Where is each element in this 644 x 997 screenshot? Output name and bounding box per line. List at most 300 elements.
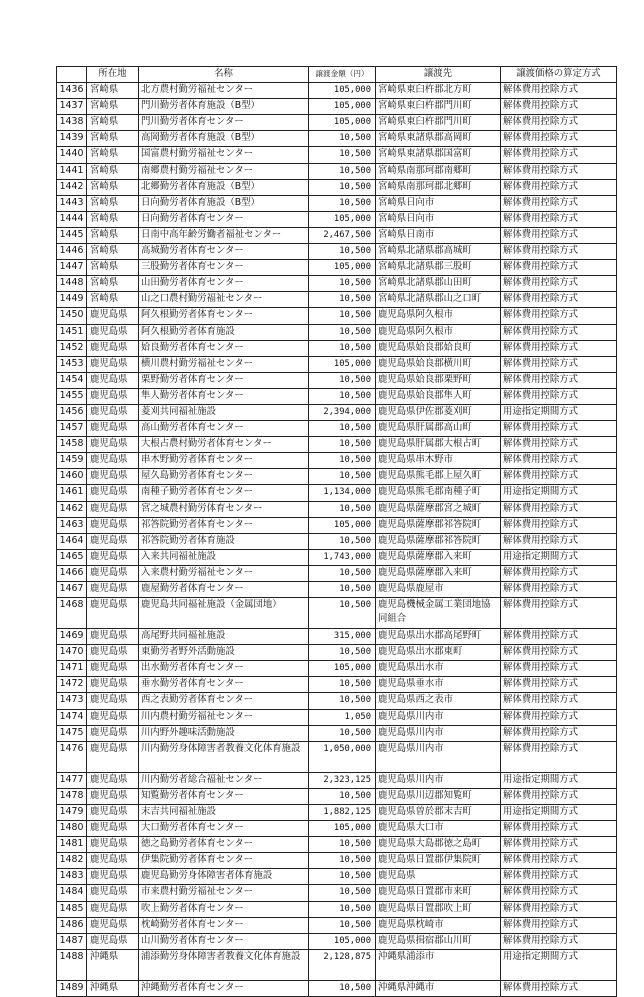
row-amount: 10,500: [309, 469, 376, 485]
row-method: 解体費用控除方式: [501, 163, 617, 179]
table-row: [57, 437, 617, 453]
row-method: 解体費用控除方式: [501, 469, 617, 485]
row-recipient: 鹿児島県姶良郡隼人町: [376, 388, 501, 404]
table-row: [57, 741, 617, 772]
row-number: 1468: [57, 598, 87, 629]
row-name: 高岡勤労者体育施設（B型）: [139, 131, 309, 147]
row-name: 鹿屋勤労者体育センター: [139, 582, 309, 598]
row-recipient: 鹿児島機械金属工業団地協同組合: [376, 598, 501, 629]
row-amount: 10,500: [309, 837, 376, 853]
row-name: 末吉共同福祉施設: [139, 804, 309, 820]
row-name: 吹上勤労者体育センター: [139, 901, 309, 917]
table-row: [57, 421, 617, 437]
row-location: 鹿児島県: [87, 372, 139, 388]
row-name: 川内農村勤労福祉センター: [139, 709, 309, 725]
row-number: 1462: [57, 501, 87, 517]
row-number: 1487: [57, 933, 87, 949]
row-recipient: 宮崎県東臼杵郡門川町: [376, 99, 501, 115]
row-location: 鹿児島県: [87, 885, 139, 901]
row-name: 日向勤労者体育施設（B型）: [139, 195, 309, 211]
row-location: 鹿児島県: [87, 645, 139, 661]
row-recipient: 鹿児島県阿久根市: [376, 308, 501, 324]
row-number: 1473: [57, 693, 87, 709]
row-location: 鹿児島県: [87, 598, 139, 629]
row-number: 1450: [57, 308, 87, 324]
row-recipient: 宮崎県北諸県郡山田町: [376, 276, 501, 292]
table-row: [57, 260, 617, 276]
row-amount: 10,500: [309, 179, 376, 195]
row-recipient: 宮崎県日向市: [376, 211, 501, 227]
table-row: [57, 869, 617, 885]
row-number: 1437: [57, 99, 87, 115]
row-number: 1467: [57, 582, 87, 598]
row-location: 鹿児島県: [87, 788, 139, 804]
row-recipient: 沖縄県沖縄市: [376, 980, 501, 996]
row-recipient: 鹿児島県薩摩郡入来町: [376, 549, 501, 565]
row-number: 1439: [57, 131, 87, 147]
row-location: 宮崎県: [87, 292, 139, 308]
row-method: 解体費用控除方式: [501, 533, 617, 549]
row-name: 祁答院勤労者体育センター: [139, 517, 309, 533]
row-location: 宮崎県: [87, 179, 139, 195]
row-name: 山之口農村勤労福祉センター: [139, 292, 309, 308]
row-recipient: 鹿児島県阿久根市: [376, 324, 501, 340]
row-method: 解体費用控除方式: [501, 677, 617, 693]
row-recipient: 鹿児島県鹿屋市: [376, 582, 501, 598]
row-location: 鹿児島県: [87, 517, 139, 533]
row-recipient: 鹿児島県揖宿郡山川町: [376, 933, 501, 949]
row-name: 門川勤労者体育施設（B型）: [139, 99, 309, 115]
row-recipient: 鹿児島県川内市: [376, 709, 501, 725]
row-amount: 10,500: [309, 324, 376, 340]
table-row: [57, 582, 617, 598]
row-recipient: 鹿児島県肝属郡大根占町: [376, 437, 501, 453]
row-location: 鹿児島県: [87, 629, 139, 645]
table-row: [57, 99, 617, 115]
row-location: 鹿児島県: [87, 565, 139, 581]
row-amount: 105,000: [309, 933, 376, 949]
row-location: 鹿児島県: [87, 453, 139, 469]
row-number: 1455: [57, 388, 87, 404]
row-amount: 10,500: [309, 421, 376, 437]
row-location: 鹿児島県: [87, 533, 139, 549]
row-name: 鹿児島勤労身体障害者体育施設: [139, 869, 309, 885]
row-number: 1476: [57, 741, 87, 772]
row-name: 沖縄勤労者体育センター: [139, 980, 309, 996]
row-location: 宮崎県: [87, 131, 139, 147]
table-row: [57, 565, 617, 581]
row-number: 1436: [57, 83, 87, 99]
table-row: [57, 693, 617, 709]
row-method: 解体費用控除方式: [501, 99, 617, 115]
row-number: 1441: [57, 163, 87, 179]
row-number: 1464: [57, 533, 87, 549]
row-location: 鹿児島県: [87, 356, 139, 372]
table-row: [57, 485, 617, 501]
table-row: [57, 677, 617, 693]
row-amount: 10,500: [309, 195, 376, 211]
row-number: 1471: [57, 661, 87, 677]
row-recipient: 鹿児島県西之表市: [376, 693, 501, 709]
row-method: 解体費用控除方式: [501, 372, 617, 388]
row-method: 解体費用控除方式: [501, 565, 617, 581]
row-location: 宮崎県: [87, 276, 139, 292]
row-number: 1459: [57, 453, 87, 469]
row-name: 門川勤労者体育センター: [139, 115, 309, 131]
header-name: 名称: [139, 67, 309, 83]
row-location: 鹿児島県: [87, 469, 139, 485]
row-amount: 10,500: [309, 917, 376, 933]
table-row: [57, 645, 617, 661]
table-row: [57, 933, 617, 949]
document-page: [56, 66, 616, 997]
row-location: 宮崎県: [87, 227, 139, 243]
row-name: 西之表勤労者体育センター: [139, 693, 309, 709]
row-name: 串木野勤労者体育センター: [139, 453, 309, 469]
row-amount: 10,500: [309, 163, 376, 179]
row-number: 1460: [57, 469, 87, 485]
table-row: [57, 709, 617, 725]
table-row: [57, 211, 617, 227]
row-amount: 10,500: [309, 598, 376, 629]
row-method: 解体費用控除方式: [501, 453, 617, 469]
row-location: 鹿児島県: [87, 869, 139, 885]
row-location: 鹿児島県: [87, 821, 139, 837]
row-number: 1446: [57, 244, 87, 260]
row-amount: 10,500: [309, 885, 376, 901]
table-row: [57, 901, 617, 917]
table-row: [57, 147, 617, 163]
row-method: 解体費用控除方式: [501, 885, 617, 901]
table-row: [57, 179, 617, 195]
row-amount: 105,000: [309, 211, 376, 227]
row-method: 解体費用控除方式: [501, 179, 617, 195]
row-number: 1474: [57, 709, 87, 725]
row-method: 解体費用控除方式: [501, 244, 617, 260]
row-method: 解体費用控除方式: [501, 83, 617, 99]
row-name: 隼人勤労者体育センター: [139, 388, 309, 404]
table-row: [57, 788, 617, 804]
row-location: 宮崎県: [87, 99, 139, 115]
row-number: 1458: [57, 437, 87, 453]
table-row: [57, 453, 617, 469]
row-recipient: 鹿児島県串木野市: [376, 453, 501, 469]
row-recipient: 鹿児島県垂水市: [376, 677, 501, 693]
table-row: [57, 324, 617, 340]
row-name: 日南中高年齢労働者福祉センター: [139, 227, 309, 243]
row-number: 1480: [57, 821, 87, 837]
table-row: [57, 949, 617, 980]
row-amount: 10,500: [309, 276, 376, 292]
row-location: 鹿児島県: [87, 324, 139, 340]
row-amount: 10,500: [309, 388, 376, 404]
row-method: 解体費用控除方式: [501, 276, 617, 292]
table-row: [57, 340, 617, 356]
table-row: [57, 853, 617, 869]
row-recipient: 鹿児島県姶良郡横川町: [376, 356, 501, 372]
row-name: 横川農村勤労福祉センター: [139, 356, 309, 372]
table-row: [57, 404, 617, 420]
row-method: 解体費用控除方式: [501, 869, 617, 885]
row-location: 鹿児島県: [87, 901, 139, 917]
row-amount: 1,743,000: [309, 549, 376, 565]
row-name: 鹿児島共同福祉施設（金属団地）: [139, 598, 309, 629]
row-number: 1489: [57, 980, 87, 996]
row-amount: 105,000: [309, 517, 376, 533]
row-recipient: 宮崎県南那珂郡南郷町: [376, 163, 501, 179]
row-recipient: 鹿児島県熊毛郡南種子町: [376, 485, 501, 501]
row-method: 解体費用控除方式: [501, 388, 617, 404]
row-name: 市来農村勤労福祉センター: [139, 885, 309, 901]
header-method: 譲渡価格の算定方式: [501, 67, 617, 83]
row-location: 沖縄県: [87, 949, 139, 980]
row-location: 鹿児島県: [87, 340, 139, 356]
row-method: 解体費用控除方式: [501, 340, 617, 356]
row-number: 1438: [57, 115, 87, 131]
table-row: [57, 885, 617, 901]
row-method: 用途指定期間方式: [501, 549, 617, 565]
row-amount: 1,050: [309, 709, 376, 725]
row-location: 鹿児島県: [87, 308, 139, 324]
row-location: 宮崎県: [87, 147, 139, 163]
row-amount: 2,323,125: [309, 772, 376, 788]
row-recipient: 鹿児島県大口市: [376, 821, 501, 837]
row-number: 1482: [57, 853, 87, 869]
table-row: [57, 356, 617, 372]
row-location: 宮崎県: [87, 83, 139, 99]
row-recipient: 宮崎県日向市: [376, 195, 501, 211]
row-amount: 10,500: [309, 725, 376, 741]
row-method: 解体費用控除方式: [501, 308, 617, 324]
row-name: 東勤労者野外活動施設: [139, 645, 309, 661]
row-location: 宮崎県: [87, 211, 139, 227]
row-method: 解体費用控除方式: [501, 421, 617, 437]
row-amount: 10,500: [309, 853, 376, 869]
row-recipient: 鹿児島県出水市: [376, 661, 501, 677]
row-recipient: 鹿児島県川内市: [376, 772, 501, 788]
row-name: 栗野勤労者体育センター: [139, 372, 309, 388]
row-amount: 10,500: [309, 437, 376, 453]
row-location: 鹿児島県: [87, 693, 139, 709]
row-recipient: 宮崎県北諸県郡高城町: [376, 244, 501, 260]
table-row: [57, 772, 617, 788]
row-recipient: 宮崎県東臼杵郡門川町: [376, 115, 501, 131]
table-row: [57, 388, 617, 404]
row-amount: 10,500: [309, 501, 376, 517]
row-location: 鹿児島県: [87, 725, 139, 741]
row-method: 解体費用控除方式: [501, 837, 617, 853]
row-location: 鹿児島県: [87, 549, 139, 565]
row-recipient: 鹿児島県川内市: [376, 741, 501, 772]
row-method: 解体費用控除方式: [501, 147, 617, 163]
row-location: 宮崎県: [87, 115, 139, 131]
row-location: 鹿児島県: [87, 677, 139, 693]
table-row: [57, 598, 617, 629]
row-number: 1470: [57, 645, 87, 661]
row-method: 解体費用控除方式: [501, 437, 617, 453]
row-number: 1488: [57, 949, 87, 980]
row-amount: 10,500: [309, 788, 376, 804]
row-name: 山川勤労者体育センター: [139, 933, 309, 949]
row-number: 1483: [57, 869, 87, 885]
row-method: 解体費用控除方式: [501, 227, 617, 243]
row-recipient: 鹿児島県薩摩郡入来町: [376, 565, 501, 581]
row-name: 阿久根勤労者体育施設: [139, 324, 309, 340]
row-number: 1447: [57, 260, 87, 276]
row-recipient: 鹿児島県肝属郡高山町: [376, 421, 501, 437]
row-method: 用途指定期間方式: [501, 404, 617, 420]
row-name: 垂水勤労者体育センター: [139, 677, 309, 693]
row-recipient: 鹿児島県薩摩郡祁答院町: [376, 533, 501, 549]
row-number: 1444: [57, 211, 87, 227]
table-row: [57, 804, 617, 820]
table-row: [57, 244, 617, 260]
table-row: [57, 661, 617, 677]
row-method: 解体費用控除方式: [501, 709, 617, 725]
row-method: 用途指定期間方式: [501, 485, 617, 501]
row-name: 浦添勤労身体障害者教養文化体育施設: [139, 949, 309, 980]
row-number: 1477: [57, 772, 87, 788]
row-amount: 1,882,125: [309, 804, 376, 820]
row-recipient: 鹿児島県熊毛郡上屋久町: [376, 469, 501, 485]
row-method: 解体費用控除方式: [501, 517, 617, 533]
row-method: 解体費用控除方式: [501, 131, 617, 147]
row-method: 解体費用控除方式: [501, 260, 617, 276]
row-amount: 10,500: [309, 147, 376, 163]
row-number: 1452: [57, 340, 87, 356]
row-method: 解体費用控除方式: [501, 629, 617, 645]
row-location: 沖縄県: [87, 980, 139, 996]
row-method: 解体費用控除方式: [501, 741, 617, 772]
row-name: 阿久根勤労者体育センター: [139, 308, 309, 324]
header-recipient: 譲渡先: [376, 67, 501, 83]
row-number: 1448: [57, 276, 87, 292]
header-amount: 譲渡金額（円）: [309, 67, 376, 83]
table-row: [57, 115, 617, 131]
row-number: 1469: [57, 629, 87, 645]
row-amount: 1,134,000: [309, 485, 376, 501]
table-body: [57, 83, 617, 997]
row-recipient: 宮崎県東諸県郡国富町: [376, 147, 501, 163]
row-location: 鹿児島県: [87, 437, 139, 453]
row-number: 1478: [57, 788, 87, 804]
row-name: 北郷勤労者体育施設（B型）: [139, 179, 309, 195]
row-recipient: 鹿児島県姶良郡栗野町: [376, 372, 501, 388]
row-name: 大根占農村勤労者体育センター: [139, 437, 309, 453]
row-amount: 105,000: [309, 115, 376, 131]
row-amount: 105,000: [309, 260, 376, 276]
row-number: 1481: [57, 837, 87, 853]
row-method: 用途指定期間方式: [501, 772, 617, 788]
header-location: 所在地: [87, 67, 139, 83]
table-row: [57, 469, 617, 485]
row-name: 姶良勤労者体育センター: [139, 340, 309, 356]
row-name: 枕崎勤労者体育センター: [139, 917, 309, 933]
row-name: 高城勤労者体育センター: [139, 244, 309, 260]
row-amount: 10,500: [309, 372, 376, 388]
row-recipient: 鹿児島県日置郡吹上町: [376, 901, 501, 917]
row-recipient: 鹿児島県曽於郡末吉町: [376, 804, 501, 820]
table-row: [57, 163, 617, 179]
table-row: [57, 725, 617, 741]
header-number: [57, 67, 87, 83]
row-method: 解体費用控除方式: [501, 598, 617, 629]
row-recipient: 鹿児島県日置郡伊集院町: [376, 853, 501, 869]
row-amount: 2,128,875: [309, 949, 376, 980]
row-name: 入来農村勤労福祉センター: [139, 565, 309, 581]
row-number: 1442: [57, 179, 87, 195]
row-method: 解体費用控除方式: [501, 661, 617, 677]
row-number: 1475: [57, 725, 87, 741]
row-amount: 10,500: [309, 645, 376, 661]
table-row: [57, 276, 617, 292]
row-amount: 10,500: [309, 533, 376, 549]
row-method: 解体費用控除方式: [501, 356, 617, 372]
row-location: 宮崎県: [87, 244, 139, 260]
row-method: 解体費用控除方式: [501, 292, 617, 308]
row-name: 菱刈共同福祉施設: [139, 404, 309, 420]
row-number: 1456: [57, 404, 87, 420]
row-number: 1472: [57, 677, 87, 693]
table-row: [57, 308, 617, 324]
row-recipient: 宮崎県北諸県郡山之口町: [376, 292, 501, 308]
row-amount: 10,500: [309, 453, 376, 469]
row-amount: 10,500: [309, 677, 376, 693]
row-amount: 105,000: [309, 821, 376, 837]
row-location: 鹿児島県: [87, 772, 139, 788]
row-name: 宮之城農村勤労体育センター: [139, 501, 309, 517]
row-number: 1479: [57, 804, 87, 820]
row-amount: 10,500: [309, 244, 376, 260]
row-number: 1463: [57, 517, 87, 533]
row-name: 国富農村勤労福祉センター: [139, 147, 309, 163]
row-recipient: 宮崎県北諸県郡三股町: [376, 260, 501, 276]
row-name: 川内勤労身体障害者教養文化体育施設: [139, 741, 309, 772]
row-recipient: 沖縄県浦添市: [376, 949, 501, 980]
row-number: 1457: [57, 421, 87, 437]
row-name: 山田勤労者体育センター: [139, 276, 309, 292]
row-recipient: 鹿児島県出水郡東町: [376, 645, 501, 661]
table-row: [57, 372, 617, 388]
row-recipient: 宮崎県日南市: [376, 227, 501, 243]
row-amount: 10,500: [309, 131, 376, 147]
row-number: 1440: [57, 147, 87, 163]
row-amount: 105,000: [309, 99, 376, 115]
row-method: 解体費用控除方式: [501, 853, 617, 869]
row-number: 1451: [57, 324, 87, 340]
row-name: 高尾野共同福祉施設: [139, 629, 309, 645]
row-amount: 10,500: [309, 980, 376, 996]
row-name: 大口勤労者体育センター: [139, 821, 309, 837]
table-row: [57, 549, 617, 565]
row-name: 入来共同福祉施設: [139, 549, 309, 565]
row-number: 1443: [57, 195, 87, 211]
row-amount: 2,467,500: [309, 227, 376, 243]
row-number: 1445: [57, 227, 87, 243]
table-row: [57, 292, 617, 308]
row-name: 屋久島勤労者体育センター: [139, 469, 309, 485]
row-method: 解体費用控除方式: [501, 195, 617, 211]
row-method: 解体費用控除方式: [501, 917, 617, 933]
row-method: 解体費用控除方式: [501, 501, 617, 517]
row-recipient: 鹿児島県薩摩郡祁答院町: [376, 517, 501, 533]
row-number: 1466: [57, 565, 87, 581]
row-method: 解体費用控除方式: [501, 821, 617, 837]
row-amount: 105,000: [309, 661, 376, 677]
row-recipient: 鹿児島県枕崎市: [376, 917, 501, 933]
row-name: 出水勤労者体育センター: [139, 661, 309, 677]
row-amount: 2,394,000: [309, 404, 376, 420]
